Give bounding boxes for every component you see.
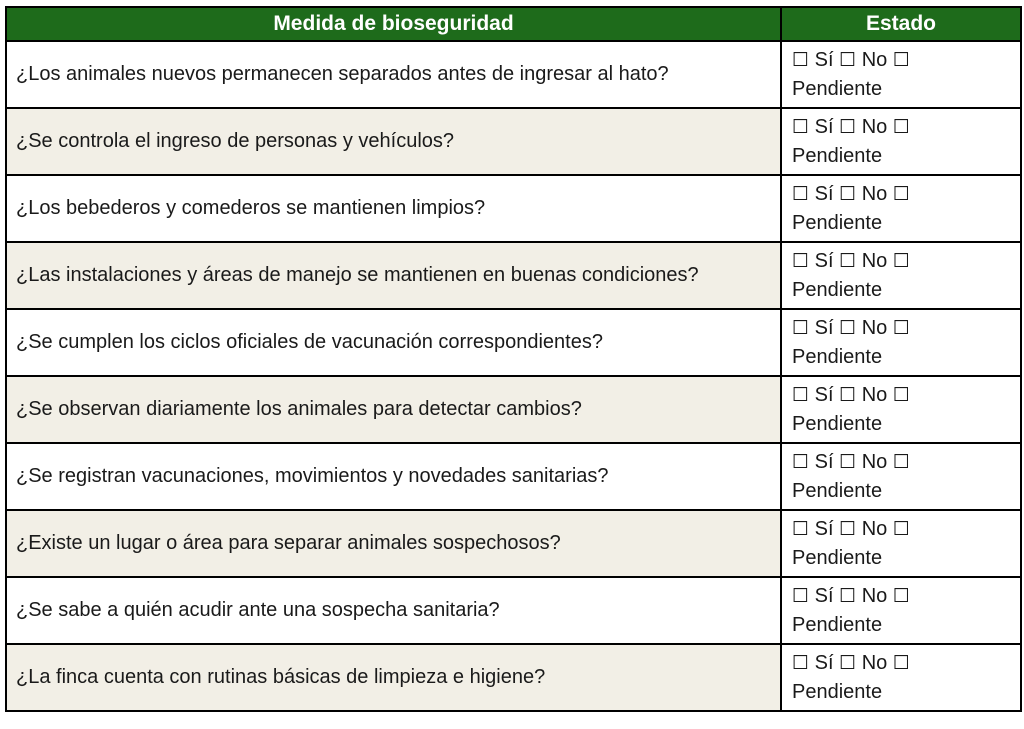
estado-cell [781,577,1021,644]
option-no-label: No [861,249,888,272]
option-si-label: Sí [814,383,834,406]
table-row [6,376,1021,443]
option-pendiente-label: Pendiente [792,144,883,167]
checkbox-si-icon[interactable]: ☐ [792,249,810,272]
checkbox-pendiente-icon[interactable]: ☐ [892,249,910,272]
option-si[interactable] [792,250,834,272]
medida-cell: ¿Se controla el ingreso de personas y vehículos? [6,108,781,175]
checkbox-no-icon[interactable]: ☐ [839,316,857,339]
medida-cell: ¿La finca cuenta con rutinas básicas de limpieza e higiene? [6,644,781,711]
biosecurity-checklist [5,6,1020,726]
option-no[interactable] [839,384,887,406]
option-si-label: Sí [814,115,834,138]
checkbox-pendiente-icon[interactable]: ☐ [892,450,910,473]
option-no-label: No [861,182,888,205]
checkbox-si-icon[interactable]: ☐ [792,651,810,674]
option-si[interactable] [792,183,834,205]
estado-cell [781,41,1021,108]
table-row [6,443,1021,510]
medida-cell: ¿Se registran vacunaciones, movimientos y novedades sanitarias? [6,443,781,510]
option-no[interactable] [839,116,887,138]
checkbox-pendiente-icon[interactable]: ☐ [892,584,910,607]
checkbox-pendiente-icon[interactable]: ☐ [892,517,910,540]
option-no[interactable] [839,652,887,674]
header-medida: Medida de bioseguridad [6,7,781,41]
table-row [6,175,1021,242]
option-pendiente-label: Pendiente [792,546,883,569]
option-si-label: Sí [814,316,834,339]
medida-cell: ¿Los animales nuevos permanecen separados antes de ingresar al hato? [6,41,781,108]
option-no-label: No [861,48,888,71]
table-row [6,644,1021,711]
checkbox-si-icon[interactable]: ☐ [792,48,810,71]
table-row [6,108,1021,175]
option-si[interactable] [792,451,834,473]
option-pendiente-label: Pendiente [792,77,883,100]
medida-cell: ¿Se sabe a quién acudir ante una sospecha sanitaria? [6,577,781,644]
option-no-label: No [861,383,888,406]
option-pendiente-label: Pendiente [792,412,883,435]
estado-cell [781,644,1021,711]
checkbox-pendiente-icon[interactable]: ☐ [892,182,910,205]
checklist-table [5,6,1022,712]
checkbox-no-icon[interactable]: ☐ [839,517,857,540]
checkbox-no-icon[interactable]: ☐ [839,584,857,607]
checkbox-no-icon[interactable]: ☐ [839,651,857,674]
checkbox-pendiente-icon[interactable]: ☐ [892,316,910,339]
option-no[interactable] [839,585,887,607]
table-row [6,309,1021,376]
checkbox-si-icon[interactable]: ☐ [792,584,810,607]
estado-cell [781,443,1021,510]
medida-cell: ¿Existe un lugar o área para separar animales sospechosos? [6,510,781,577]
medida-cell: ¿Los bebederos y comederos se mantienen limpios? [6,175,781,242]
option-pendiente-label: Pendiente [792,479,883,502]
option-si[interactable] [792,317,834,339]
checkbox-no-icon[interactable]: ☐ [839,115,857,138]
estado-cell [781,242,1021,309]
option-si-label: Sí [814,450,834,473]
option-si-label: Sí [814,584,834,607]
option-si-label: Sí [814,182,834,205]
option-si[interactable] [792,652,834,674]
checkbox-no-icon[interactable]: ☐ [839,383,857,406]
medida-cell: ¿Las instalaciones y áreas de manejo se mantienen en buenas condiciones? [6,242,781,309]
option-no[interactable] [839,49,887,71]
header-row [6,7,1021,41]
checkbox-pendiente-icon[interactable]: ☐ [892,651,910,674]
checkbox-no-icon[interactable]: ☐ [839,182,857,205]
table-row [6,242,1021,309]
option-si-label: Sí [814,48,834,71]
checkbox-si-icon[interactable]: ☐ [792,115,810,138]
checkbox-si-icon[interactable]: ☐ [792,383,810,406]
option-no-label: No [861,316,888,339]
option-no-label: No [861,115,888,138]
table-row [6,41,1021,108]
option-no-label: No [861,517,888,540]
option-si-label: Sí [814,249,834,272]
estado-cell [781,510,1021,577]
option-pendiente-label: Pendiente [792,211,883,234]
checkbox-no-icon[interactable]: ☐ [839,450,857,473]
option-no[interactable] [839,518,887,540]
option-no[interactable] [839,451,887,473]
checkbox-no-icon[interactable]: ☐ [839,48,857,71]
table-row [6,510,1021,577]
medida-cell: ¿Se observan diariamente los animales para detectar cambios? [6,376,781,443]
option-pendiente-label: Pendiente [792,278,883,301]
table-row [6,577,1021,644]
medida-cell: ¿Se cumplen los ciclos oficiales de vacunación correspondientes? [6,309,781,376]
option-no-label: No [861,450,888,473]
checkbox-pendiente-icon[interactable]: ☐ [892,383,910,406]
estado-cell [781,175,1021,242]
option-no-label: No [861,584,888,607]
checkbox-si-icon[interactable]: ☐ [792,316,810,339]
option-si[interactable] [792,518,834,540]
checkbox-no-icon[interactable]: ☐ [839,249,857,272]
option-pendiente-label: Pendiente [792,613,883,636]
header-estado: Estado [781,7,1021,41]
option-si-label: Sí [814,517,834,540]
option-no[interactable] [839,183,887,205]
option-si-label: Sí [814,651,834,674]
checkbox-pendiente-icon[interactable]: ☐ [892,115,910,138]
checkbox-si-icon[interactable]: ☐ [792,450,810,473]
option-si[interactable] [792,384,834,406]
option-no[interactable] [839,250,887,272]
option-pendiente-label: Pendiente [792,345,883,368]
checkbox-pendiente-icon[interactable]: ☐ [892,48,910,71]
option-si[interactable] [792,585,834,607]
option-si[interactable] [792,116,834,138]
option-no[interactable] [839,317,887,339]
option-no-label: No [861,651,888,674]
estado-cell [781,108,1021,175]
checkbox-si-icon[interactable]: ☐ [792,182,810,205]
estado-cell [781,376,1021,443]
option-pendiente-label: Pendiente [792,680,883,703]
estado-cell [781,309,1021,376]
checkbox-si-icon[interactable]: ☐ [792,517,810,540]
option-si[interactable] [792,49,834,71]
